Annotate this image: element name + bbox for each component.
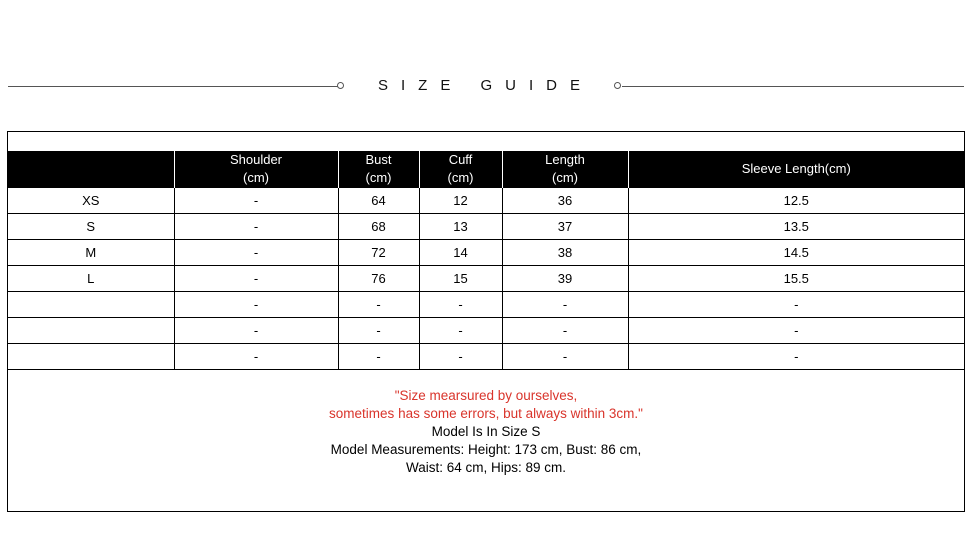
cell-length: 39: [502, 266, 628, 292]
cell-bust: -: [338, 292, 419, 318]
cell-size: [8, 318, 174, 344]
cell-bust: 76: [338, 266, 419, 292]
measurement-notes: [8, 387, 964, 477]
cell-bust: 68: [338, 214, 419, 240]
table-row: [8, 344, 964, 370]
cell-sleeve-length: -: [628, 318, 964, 344]
cell-cuff: 14: [419, 240, 502, 266]
table-header-row: [8, 151, 964, 188]
heading-divider-left: [8, 86, 338, 87]
cell-shoulder: -: [174, 318, 338, 344]
table-row: [8, 240, 964, 266]
cell-shoulder: -: [174, 240, 338, 266]
table-row: [8, 188, 964, 214]
cell-cuff: 15: [419, 266, 502, 292]
cell-length: -: [502, 318, 628, 344]
table-row: [8, 292, 964, 318]
table-row: [8, 318, 964, 344]
header-cuff: Cuff (cm): [419, 151, 502, 188]
cell-size: L: [8, 266, 174, 292]
heading-divider-right: [622, 86, 964, 87]
header-sleeve-length: Sleeve Length(cm): [628, 151, 964, 188]
heading-dot-right: [614, 82, 621, 89]
cell-size: M: [8, 240, 174, 266]
cell-sleeve-length: 14.5: [628, 240, 964, 266]
cell-length: 36: [502, 188, 628, 214]
table-row: [8, 266, 964, 292]
header-length: Length (cm): [502, 151, 628, 188]
cell-cuff: -: [419, 292, 502, 318]
cell-sleeve-length: 15.5: [628, 266, 964, 292]
cell-cuff: -: [419, 318, 502, 344]
cell-bust: 72: [338, 240, 419, 266]
cell-sleeve-length: -: [628, 344, 964, 370]
cell-shoulder: -: [174, 344, 338, 370]
table-row: [8, 214, 964, 240]
cell-bust: 64: [338, 188, 419, 214]
page-title: SIZE GUIDE: [377, 77, 593, 94]
cell-bust: -: [338, 344, 419, 370]
disclaimer-line-1: "Size mearsured by ourselves,: [394, 388, 578, 403]
size-guide-frame: [7, 131, 965, 512]
cell-cuff: -: [419, 344, 502, 370]
cell-size: S: [8, 214, 174, 240]
cell-length: -: [502, 344, 628, 370]
cell-bust: -: [338, 318, 419, 344]
cell-size: [8, 344, 174, 370]
size-table: [8, 151, 964, 370]
header-shoulder: Shoulder (cm): [174, 151, 338, 188]
cell-shoulder: -: [174, 266, 338, 292]
cell-sleeve-length: 12.5: [628, 188, 964, 214]
cell-sleeve-length: 13.5: [628, 214, 964, 240]
cell-length: 38: [502, 240, 628, 266]
cell-shoulder: -: [174, 214, 338, 240]
cell-cuff: 13: [419, 214, 502, 240]
header-bust: Bust (cm): [338, 151, 419, 188]
cell-size: [8, 292, 174, 318]
cell-length: -: [502, 292, 628, 318]
model-measurements-line-2: Waist: 64 cm, Hips: 89 cm.: [405, 460, 567, 475]
header-size: [8, 151, 174, 188]
model-measurements-line-1: Model Measurements: Height: 173 cm, Bust: 86 cm,: [330, 442, 642, 457]
cell-size: XS: [8, 188, 174, 214]
cell-cuff: 12: [419, 188, 502, 214]
size-guide-heading: [0, 76, 972, 98]
disclaimer-line-2: sometimes has some errors, but always within 3cm.": [329, 406, 643, 421]
cell-shoulder: -: [174, 292, 338, 318]
model-size-text: Model Is In Size S: [431, 424, 541, 439]
cell-sleeve-length: -: [628, 292, 964, 318]
cell-shoulder: -: [174, 188, 338, 214]
heading-dot-left: [337, 82, 344, 89]
cell-length: 37: [502, 214, 628, 240]
